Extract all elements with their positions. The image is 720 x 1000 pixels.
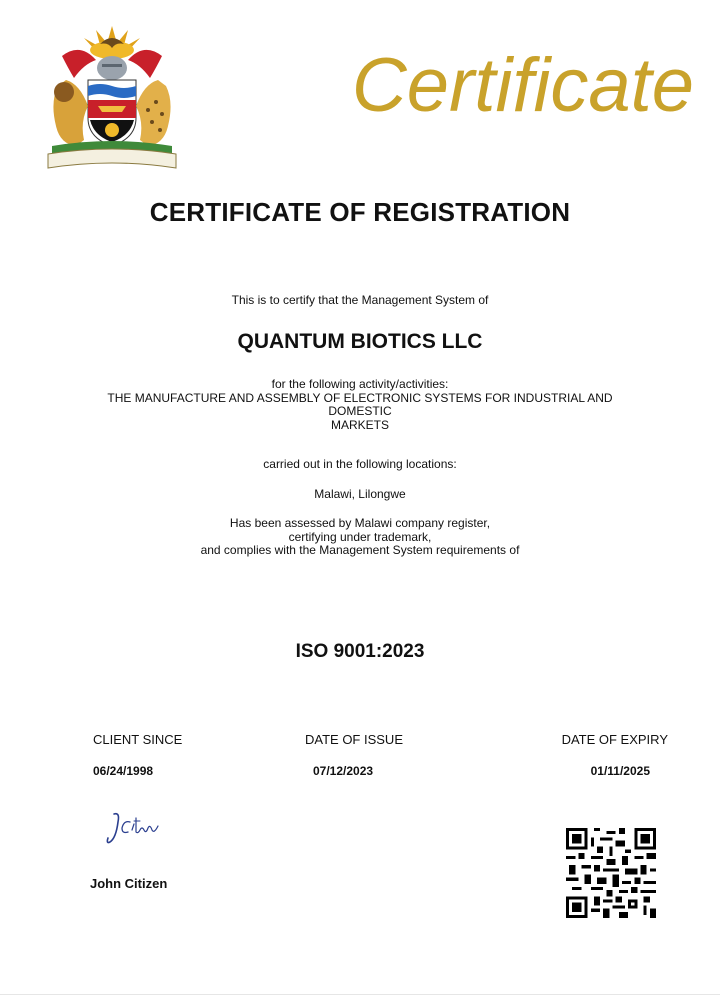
expiry-date-column: [562, 732, 668, 778]
locations-intro-text: carried out in the following locations:: [263, 457, 457, 471]
client-since-column: [93, 732, 182, 778]
activity-line: THE MANUFACTURE AND ASSEMBLY OF ELECTRONIC SYSTEMS FOR INDUSTRIAL AND: [107, 390, 613, 405]
activity-intro: for the following activity/activities:: [271, 377, 449, 391]
certify-intro-text: This is to certify that the Management System of: [231, 293, 489, 307]
standard-name: ISO 9001:2023: [295, 641, 425, 662]
qr-code-icon: [566, 828, 656, 918]
location-text: Malawi, Lilongwe: [314, 487, 406, 501]
activity-line: MARKETS: [330, 417, 389, 432]
issue-date-column: [305, 732, 403, 778]
signature-image: [100, 804, 180, 854]
signer-name: John Citizen: [90, 876, 168, 891]
coat-of-arms-icon: [40, 22, 185, 172]
assessment-line: and complies with the Management System requirements of: [200, 543, 520, 557]
activity-block: [60, 378, 660, 432]
company-name: QUANTUM BIOTICS LLC: [237, 330, 483, 353]
assessment-line: certifying under trademark,: [288, 529, 432, 544]
assessment-line: Has been assessed by Malawi company register,: [229, 516, 491, 530]
client-since-value: 06/24/1998: [93, 764, 154, 778]
issue-date-value: 07/12/2023: [313, 764, 374, 778]
assessment-block: [60, 517, 660, 558]
client-since-label: CLIENT SINCE: [93, 732, 183, 747]
activity-line: DOMESTIC: [328, 404, 392, 418]
issue-date-label: DATE OF ISSUE: [305, 732, 403, 747]
certificate-script-title: Certificate: [351, 43, 694, 128]
page-bottom-divider: [0, 994, 720, 995]
page-title: CERTIFICATE OF REGISTRATION: [149, 197, 571, 227]
expiry-date-label: DATE OF EXPIRY: [561, 732, 668, 747]
expiry-date-value: 01/11/2025: [590, 764, 650, 778]
